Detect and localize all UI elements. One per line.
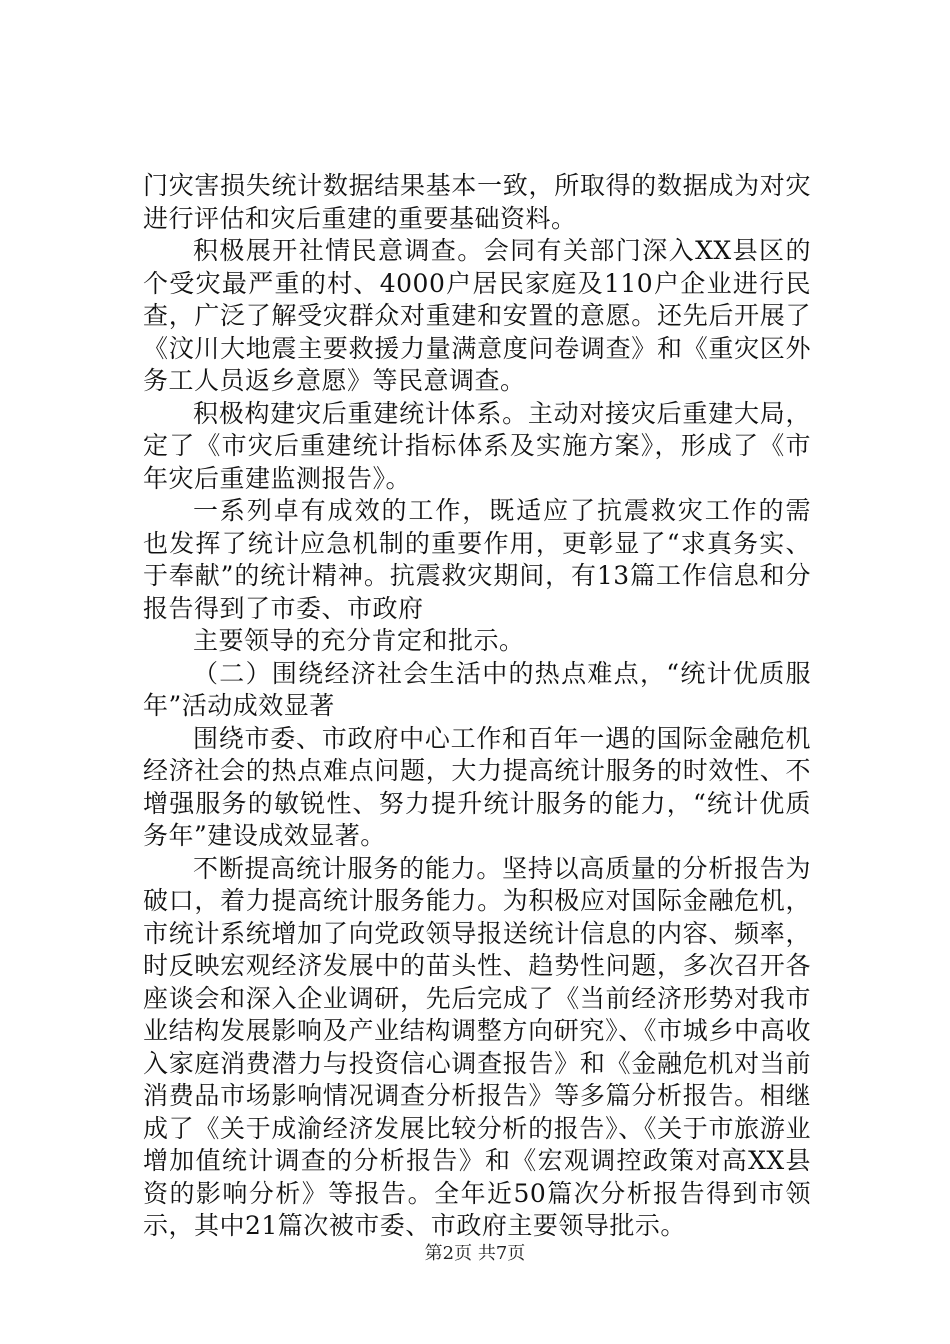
text-line: 积极构建灾后重建统计体系。主动对接灾后重建大局， <box>193 398 811 428</box>
text-line: 时反映宏观经济发展中的苗头性、趋势性问题，多次召开各 <box>143 951 811 980</box>
text-line: 报告得到了市委、市政府 <box>143 593 424 623</box>
text-line: 入家庭消费潜力与投资信心调查报告》和《金融危机对当前 <box>143 1048 811 1078</box>
text-line: 破口，着力提高统计服务能力。为积极应对国际金融危机， <box>143 886 811 915</box>
text-line: 增强服务的敏锐性、努力提升统计服务的能力，“统计优质 <box>143 788 811 818</box>
text-line: 示，其中21篇次被市委、市政府主要领导批示。 <box>143 1211 686 1240</box>
text-line: 定了《市灾后重建统计指标体系及实施方案》，形成了《市 <box>143 431 811 460</box>
page-number-label: 第2页 共7页 <box>424 1243 526 1264</box>
text-line: 消费品市场影响情况调查分析报告》等多篇分析报告。相继 <box>143 1081 811 1110</box>
text-line: 业结构发展影响及产业结构调整方向研究》、《市城乡中高收 <box>143 1016 811 1045</box>
text-line: 也发挥了统计应急机制的重要作用，更彰显了“求真务实、 <box>143 528 811 558</box>
text-line: 积极展开社情民意调查。会同有关部门深入XX县区的 <box>193 236 811 265</box>
text-line: 经济社会的热点难点问题，大力提高统计服务的时效性、不 <box>143 756 811 785</box>
text-line: 门灾害损失统计数据结果基本一致，所取得的数据成为对灾 <box>143 171 811 200</box>
page-footer <box>0 1239 950 1265</box>
text-line: 于奉献”的统计精神。抗震救灾期间，有13篇工作信息和分 <box>143 561 811 590</box>
text-line: 座谈会和深入企业调研，先后完成了《当前经济形势对我市 <box>143 983 811 1013</box>
text-line: 增加值统计调查的分析报告》和《宏观调控政策对高XX县 <box>143 1146 811 1175</box>
text-line: 查，广泛了解受灾群众对重建和安置的意愿。还先后开展了 <box>143 301 811 330</box>
text-line: 年灾后重建监测报告》。 <box>143 463 412 493</box>
text-line: 年”活动成效显著 <box>143 691 335 720</box>
text-line: 务工人员返乡意愿》等民意调查。 <box>143 366 526 395</box>
text-line: 成了《关于成渝经济发展比较分析的报告》、《关于市旅游业 <box>143 1113 811 1143</box>
text-line: 资的影响分析》等报告。全年近50篇次分析报告得到市领 <box>143 1178 811 1208</box>
text-line: 市统计系统增加了向党政领导报送统计信息的内容、频率， <box>143 918 811 948</box>
text-line: 围绕市委、市政府中心工作和百年一遇的国际金融危机 <box>193 723 811 753</box>
text-line: 主要领导的充分肯定和批示。 <box>193 626 525 655</box>
text-line: 个受灾最严重的村、4000户居民家庭及110户企业进行民 <box>143 268 811 298</box>
document-body <box>143 170 811 1243</box>
text-line: 进行评估和灾后重建的重要基础资料。 <box>143 203 577 233</box>
text-line: （二）围绕经济社会生活中的热点难点，“统计优质服 <box>193 658 811 688</box>
text-line: 不断提高统计服务的能力。坚持以高质量的分析报告为 <box>193 853 811 883</box>
text-line: 一系列卓有成效的工作，既适应了抗震救灾工作的需 <box>193 496 811 525</box>
text-line: 务年”建设成效显著。 <box>143 821 386 850</box>
text-line: 《汶川大地震主要救援力量满意度问卷调查》和《重灾区外 <box>143 333 811 363</box>
